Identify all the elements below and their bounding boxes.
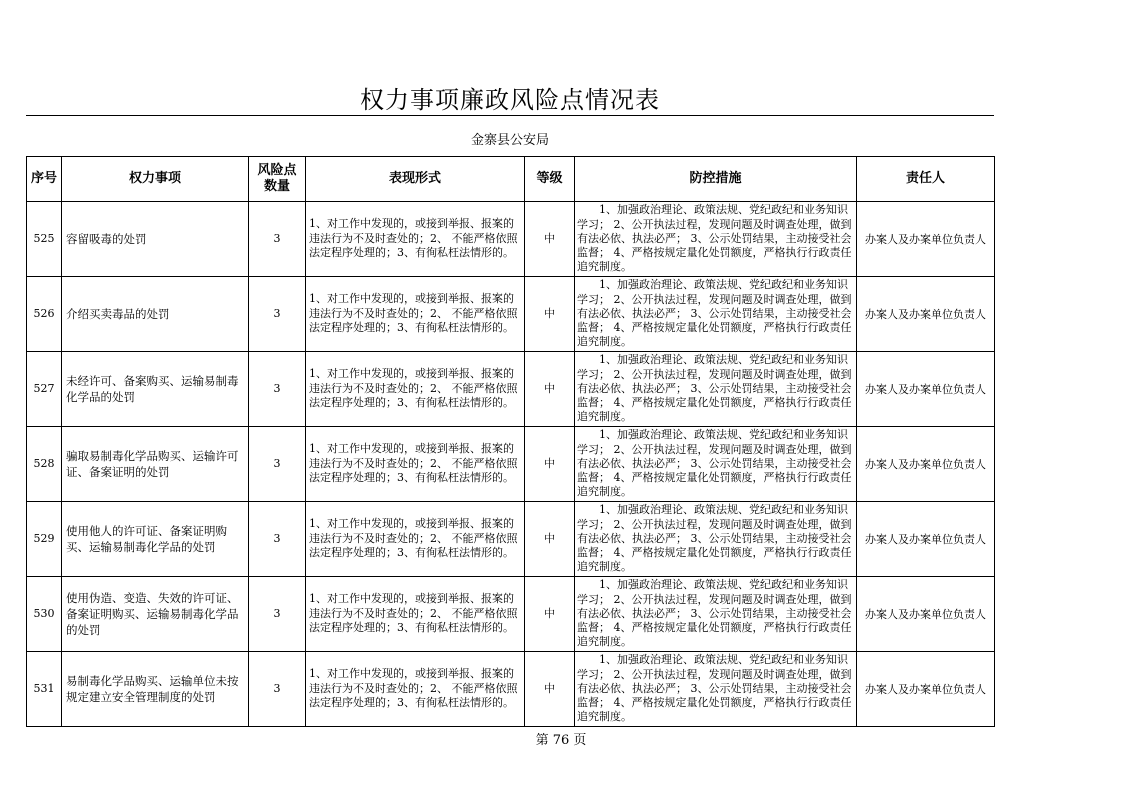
table-row — [27, 352, 995, 427]
cell-count: 3 — [249, 502, 306, 577]
table-row — [27, 427, 995, 502]
cell-measure: 1、加强政治理论、政策法规、党纪政纪和业务知识学习； 2、公开执法过程，发现问题及时调查处理，做到有法必依、执法必严； 3、公示处罚结果，主动接受社会监督； 4、严格按规定量化处罚额度，严格执行行政责任追究制度。 — [575, 352, 857, 427]
cell-measure: 1、加强政治理论、政策法规、党纪政纪和业务知识学习； 2、公开执法过程，发现问题及时调查处理，做到有法必依、执法必严； 3、公示处罚结果，主动接受社会监督； 4、严格按规定量化处罚额度，严格执行行政责任追究制度。 — [575, 202, 857, 277]
cell-form: 1、对工作中发现的，或接到举报、报案的违法行为不及时查处的；2、 不能严格依照法定程序处理的；3、有徇私枉法情形的。 — [306, 427, 525, 502]
cell-responsible: 办案人及办案单位负责人 — [857, 577, 995, 652]
cell-form: 1、对工作中发现的，或接到举报、报案的违法行为不及时查处的；2、 不能严格依照法定程序处理的；3、有徇私枉法情形的。 — [306, 277, 525, 352]
table-row — [27, 502, 995, 577]
cell-no: 527 — [27, 352, 62, 427]
header-count-label: 风险点数量 — [257, 163, 297, 194]
document-subtitle: 金寨县公安局 — [470, 133, 549, 148]
cell-responsible: 办案人及办案单位负责人 — [857, 352, 995, 427]
cell-no: 529 — [27, 502, 62, 577]
header-item: 权力事项 — [62, 157, 249, 202]
header-responsible: 责任人 — [857, 157, 995, 202]
cell-level: 中 — [525, 577, 575, 652]
cell-level: 中 — [525, 202, 575, 277]
cell-count: 3 — [249, 277, 306, 352]
table-body — [27, 202, 995, 727]
cell-no: 531 — [27, 652, 62, 727]
cell-count: 3 — [249, 202, 306, 277]
header-level: 等级 — [525, 157, 575, 202]
header-measure: 防控措施 — [575, 157, 857, 202]
cell-count: 3 — [249, 652, 306, 727]
cell-level: 中 — [525, 502, 575, 577]
cell-no: 526 — [27, 277, 62, 352]
cell-form: 1、对工作中发现的，或接到举报、报案的违法行为不及时查处的；2、 不能严格依照法定程序处理的；3、有徇私枉法情形的。 — [306, 577, 525, 652]
cell-item: 使用伪造、变造、失效的许可证、备案证明购买、运输易制毒化学品的处罚 — [62, 577, 249, 652]
cell-count: 3 — [249, 352, 306, 427]
cell-no: 530 — [27, 577, 62, 652]
header-row — [27, 157, 995, 202]
cell-measure: 1、加强政治理论、政策法规、党纪政纪和业务知识学习； 2、公开执法过程，发现问题及时调查处理，做到有法必依、执法必严； 3、公示处罚结果，主动接受社会监督； 4、严格按规定量化处罚额度，严格执行行政责任追究制度。 — [575, 502, 857, 577]
cell-item: 未经许可、备案购买、运输易制毒化学品的处罚 — [62, 352, 249, 427]
cell-item: 介绍买卖毒品的处罚 — [62, 277, 249, 352]
cell-no: 525 — [27, 202, 62, 277]
header-form: 表现形式 — [306, 157, 525, 202]
cell-measure: 1、加强政治理论、政策法规、党纪政纪和业务知识学习； 2、公开执法过程，发现问题及时调查处理，做到有法必依、执法必严； 3、公示处罚结果，主动接受社会监督； 4、严格按规定量化处罚额度，严格执行行政责任追究制度。 — [575, 277, 857, 352]
cell-form: 1、对工作中发现的，或接到举报、报案的违法行为不及时查处的；2、 不能严格依照法定程序处理的；3、有徇私枉法情形的。 — [306, 202, 525, 277]
cell-responsible: 办案人及办案单位负责人 — [857, 202, 995, 277]
page-number: 第 76 页 — [535, 733, 587, 748]
risk-table — [26, 156, 995, 727]
cell-level: 中 — [525, 652, 575, 727]
cell-level: 中 — [525, 352, 575, 427]
cell-item: 易制毒化学品购买、运输单位未按规定建立安全管理制度的处罚 — [62, 652, 249, 727]
cell-measure: 1、加强政治理论、政策法规、党纪政纪和业务知识学习； 2、公开执法过程，发现问题及时调查处理，做到有法必依、执法必严； 3、公示处罚结果，主动接受社会监督； 4、严格按规定量化处罚额度，严格执行行政责任追究制度。 — [575, 577, 857, 652]
cell-form: 1、对工作中发现的，或接到举报、报案的违法行为不及时查处的；2、 不能严格依照法定程序处理的；3、有徇私枉法情形的。 — [306, 502, 525, 577]
cell-count: 3 — [249, 577, 306, 652]
table-row — [27, 277, 995, 352]
cell-item: 骗取易制毒化学品购买、运输许可证、备案证明的处罚 — [62, 427, 249, 502]
cell-responsible: 办案人及办案单位负责人 — [857, 652, 995, 727]
cell-responsible: 办案人及办案单位负责人 — [857, 502, 995, 577]
cell-level: 中 — [525, 277, 575, 352]
cell-responsible: 办案人及办案单位负责人 — [857, 427, 995, 502]
title-divider — [26, 115, 994, 116]
cell-form: 1、对工作中发现的，或接到举报、报案的违法行为不及时查处的；2、 不能严格依照法定程序处理的；3、有徇私枉法情形的。 — [306, 652, 525, 727]
cell-level: 中 — [525, 427, 575, 502]
cell-measure: 1、加强政治理论、政策法规、党纪政纪和业务知识学习； 2、公开执法过程，发现问题及时调查处理，做到有法必依、执法必严； 3、公示处罚结果，主动接受社会监督； 4、严格按规定量化处罚额度，严格执行行政责任追究制度。 — [575, 652, 857, 727]
table-row — [27, 652, 995, 727]
cell-item: 容留吸毒的处罚 — [62, 202, 249, 277]
cell-measure: 1、加强政治理论、政策法规、党纪政纪和业务知识学习； 2、公开执法过程，发现问题及时调查处理，做到有法必依、执法必严； 3、公示处罚结果，主动接受社会监督； 4、严格按规定量化处罚额度，严格执行行政责任追究制度。 — [575, 427, 857, 502]
cell-responsible: 办案人及办案单位负责人 — [857, 277, 995, 352]
cell-no: 528 — [27, 427, 62, 502]
cell-item: 使用他人的许可证、备案证明购买、运输易制毒化学品的处罚 — [62, 502, 249, 577]
cell-form: 1、对工作中发现的，或接到举报、报案的违法行为不及时查处的；2、 不能严格依照法定程序处理的；3、有徇私枉法情形的。 — [306, 352, 525, 427]
cell-count: 3 — [249, 427, 306, 502]
header-count — [249, 157, 306, 202]
document-title: 权力事项廉政风险点情况表 — [360, 86, 660, 114]
table-header — [27, 157, 995, 202]
table-row — [27, 577, 995, 652]
table-row — [27, 202, 995, 277]
header-no: 序号 — [27, 157, 62, 202]
